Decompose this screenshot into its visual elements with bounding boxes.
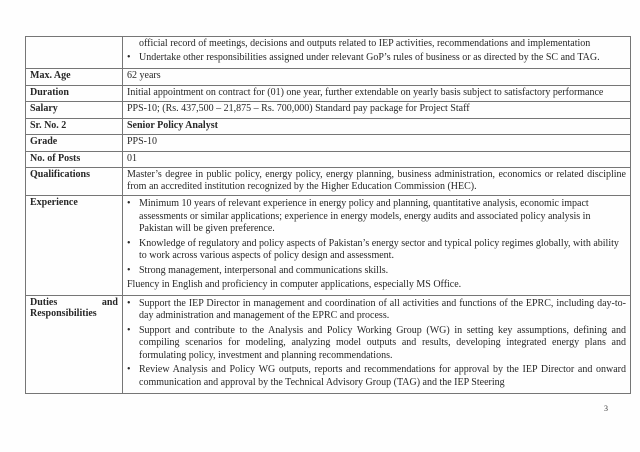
- job-description-table: [25, 36, 631, 394]
- row-content-cell: [123, 69, 631, 86]
- text-line: 62 years: [127, 70, 161, 81]
- row-content-cell: [123, 151, 631, 168]
- text-line: Initial appointment on contract for (01) one year, further extendable on yearly basis subject to satisfactory performance: [127, 86, 604, 98]
- bullet-icon: •: [127, 297, 131, 309]
- bullet-icon: •: [127, 198, 131, 209]
- text-line: Senior Policy Analyst: [127, 119, 218, 131]
- row-content-cell: [123, 85, 631, 102]
- bullet-item: [127, 325, 626, 363]
- bullet-item: [127, 198, 626, 236]
- row-label-cell: [26, 37, 123, 69]
- row-content-cell: [123, 118, 631, 135]
- text-line: PPS-10; (Rs. 437,500 – 21,875 – Rs. 700,000) Standard pay package for Project Staff: [127, 103, 470, 114]
- table-row: [26, 151, 631, 168]
- bullet-item: [127, 265, 626, 278]
- row-label-cell: Grade: [26, 135, 123, 152]
- row-label-cell: Duties and Responsibilities: [26, 295, 123, 394]
- bullet-icon: •: [127, 364, 131, 375]
- row-content-cell: [123, 295, 631, 394]
- table-row: [26, 37, 631, 69]
- text-line: official record of meetings, decisions and outputs related to IEP activities, recommendations and implementation: [139, 38, 591, 49]
- text-line: PPS-10: [127, 136, 158, 147]
- bullet-item-text: Strong management, interpersonal and communications skills.: [139, 264, 389, 276]
- job-table-body: [26, 37, 631, 394]
- text-line: Fluency in English and proficiency in computer applications, especially MS Office.: [127, 279, 462, 290]
- row-content-cell: [123, 168, 631, 196]
- text-line: Master’s degree in public policy, energy policy, energy planning, business administration, economics or related discipline from an accredited institution recognized by the Higher Education Commission (HEC).: [127, 169, 626, 192]
- bullet-item: [127, 238, 626, 263]
- row-content-cell: [123, 102, 631, 119]
- bullet-icon: •: [127, 237, 131, 249]
- bullet-item-text: Knowledge of regulatory and policy aspects of Pakistan’s energy sector and typical policy regimes globally, with ability to work across various aspects of policy design and assessment.: [139, 237, 619, 261]
- row-label-cell: Duration: [26, 85, 123, 102]
- text-line: 01: [127, 152, 137, 164]
- row-label-cell: No. of Posts: [26, 151, 123, 168]
- row-label-cell: Sr. No. 2: [26, 118, 123, 135]
- bullet-item: [127, 298, 626, 323]
- row-label-cell: Qualifications: [26, 168, 123, 196]
- table-row: [26, 295, 631, 394]
- table-row: [26, 135, 631, 152]
- page-number: 3: [604, 404, 608, 413]
- bullet-item-text: Review Analysis and Policy WG outputs, reports and recommendations for approval by the IEP Director and onward communication and approval by the Technical Advisory Group (TAG) and the IEP Steering: [139, 364, 626, 388]
- bullet-item-text: Support and contribute to the Analysis and Policy Working Group (WG) in setting key assumptions, defining and compiling scenarios for modeling, analyzing model outputs and results, developing integrated energy plans and formulating policy, investment and planning recommendations.: [139, 324, 626, 361]
- row-label-cell: Max. Age: [26, 69, 123, 86]
- table-row: [26, 69, 631, 86]
- table-row: [26, 196, 631, 296]
- table-row: [26, 168, 631, 196]
- table-row: [26, 102, 631, 119]
- bullet-icon: •: [127, 324, 131, 336]
- bullet-item-text: Support the IEP Director in management and coordination of all activities and functions of the EPRC, including day-to-day administration and management of the EPRC and process.: [139, 297, 626, 321]
- table-row: [26, 118, 631, 135]
- table-row: [26, 85, 631, 102]
- row-label-cell: Experience: [26, 196, 123, 296]
- bullet-item-text: Minimum 10 years of relevant experience in energy policy and planning, quantitative analysis, economic impact assessments or similar applications; experience in energy models, energy audits and associated policy analysis in Pakistan will be given preference.: [139, 198, 591, 234]
- bullet-icon: •: [127, 264, 131, 276]
- row-content-cell: [123, 196, 631, 296]
- row-label-cell: Salary: [26, 102, 123, 119]
- bullet-item: [127, 52, 626, 65]
- bullet-icon: •: [127, 51, 131, 63]
- bullet-item-text: Undertake other responsibilities assigned under relevant GoP’s rules of business or as directed by the SC and TAG.: [139, 51, 600, 63]
- row-content-cell: [123, 37, 631, 69]
- bullet-item: [127, 364, 626, 389]
- row-content-cell: [123, 135, 631, 152]
